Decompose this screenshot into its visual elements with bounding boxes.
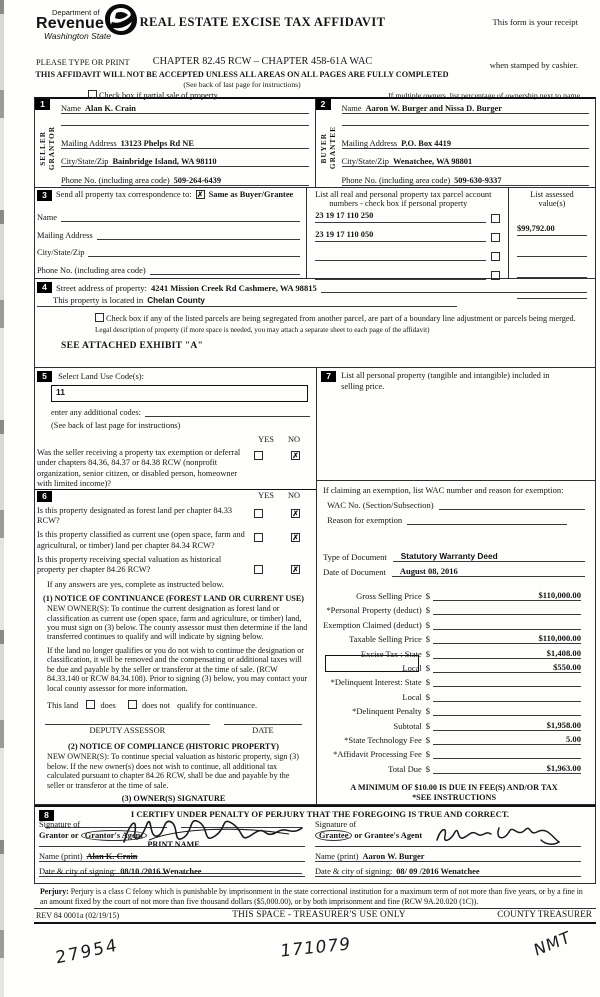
fee-value: $550.00 — [433, 662, 581, 673]
same-as-label: Same as Buyer/Grantee — [208, 190, 294, 199]
located-in-label: This property is located in — [53, 295, 144, 305]
buyer-city-row: City/State/Zip Wenatchee, WA 98801 — [342, 153, 590, 167]
grantor-signature — [119, 814, 309, 848]
grantor-date-row: Date & city of signing: 08/10 /2016 Wenatchee — [39, 862, 305, 877]
correspondence-section — [34, 188, 596, 279]
type-or-print-note: PLEASE TYPE OR PRINT — [36, 58, 130, 67]
land-use-code-field: 11 — [51, 385, 308, 402]
assessed-column — [509, 188, 595, 278]
segregated-label: Check box if any of the listed parcels are being segregated from another parcel, are part of a boundary line adjustment or parcels being merged. — [106, 314, 576, 323]
footer-row — [34, 909, 596, 924]
corr-name-row: Name — [37, 211, 300, 222]
forest-no-checkbox: ✗ — [292, 509, 299, 518]
receipt-note: This form is your receipt — [492, 17, 578, 27]
buyer-phone-row: Phone No. (including area code) 509-630-9337 — [342, 172, 590, 186]
buyer-address-row: Mailing Address P.O. Box 4419 — [342, 135, 590, 149]
historic-question-row: Is this property receiving special valuation as historical property per chapter 84.26 RCW? ✗ — [37, 554, 299, 574]
perjury-statement: Perjury: Perjury is a class C felony which is punishable by imprisonment in the state correctional institution for a maximum term of not more than five years, or by a fine in an amount fixed by the court of not more than five thousand dollars ($5,000.00), or by both imprisonment and fine (RCW 9A.20.020 (1C)). — [34, 886, 596, 909]
grantee-date-row: Date & city of signing: 08/ 09 /2016 Wenatchee — [315, 862, 581, 877]
does-checkbox — [86, 700, 95, 709]
assessed-header: List assessed value(s) — [530, 190, 574, 208]
see-back-note: (See back of last page for instructions) — [183, 80, 301, 89]
grantee-signature — [433, 818, 563, 848]
seller-city-value: Bainbridge Island, WA 98110 — [112, 157, 217, 166]
handwritten-initials: NMT — [532, 927, 573, 961]
notice1-paragraph1: NEW OWNER(S): To continue the current designation as forest land or classification as current use (open space, farm and agriculture, or timber) land, you must sign on (3) below. The county assessor must then determine if the land transferred continues to qualify and will indicate by signing below. — [47, 604, 308, 642]
fee-row-processing-fee: *Affidavit Processing Fee $ — [323, 745, 585, 759]
same-as-checkbox: ✗ — [196, 190, 204, 199]
section4-number: 4 — [37, 282, 52, 293]
seller-name-value: Alan K. Crain — [85, 104, 136, 113]
deferral-no-checkbox: ✗ — [292, 451, 299, 460]
exhibit-note: SEE ATTACHED EXHIBIT "A" — [61, 341, 204, 351]
parcel-number — [315, 268, 486, 280]
parcel-header-line1: List all real and personal property tax parcel account — [315, 190, 492, 199]
fee-value: $110,000.00 — [433, 633, 581, 644]
parcel-row — [315, 268, 500, 280]
certify-statement: I CERTIFY UNDER PENALTY OF PERJURY THAT THE FOREGOING IS TRUE AND CORRECT. — [130, 809, 510, 819]
fee-value: $1,958.00 — [433, 720, 581, 731]
fee-row-taxable: Taxable Selling Price $ $110,000.00 — [349, 633, 581, 645]
fee-row-tech-fee: *State Technology Fee $ 5.00 — [344, 733, 581, 745]
assessed-value — [517, 266, 587, 278]
grantor-name-value: Alan K. Crain — [86, 852, 138, 861]
certification-section — [34, 805, 596, 884]
parcel-number: 23 19 17 110 250 — [315, 211, 486, 223]
reason-row: Reason for exemption — [323, 514, 585, 525]
forest-land-question-row: Is this property designated as forest land per chapter 84.33 RCW? ✗ — [37, 506, 299, 526]
personal-property-label-1: List all personal property (tangible and intangible) included in — [341, 371, 550, 380]
yes-no-header-2: YES NO — [258, 491, 301, 500]
form-title: REAL ESTATE EXCISE TAX AFFIDAVIT — [139, 15, 386, 29]
parcel-header-line2: numbers - check box if personal property — [329, 199, 468, 208]
current-use-no-checkbox: ✗ — [292, 533, 299, 543]
current-use-question-row: Is this property classified as current use (open space, farm and agricultural, or timber) land per chapter 84.34 RCW? ✗ — [37, 530, 299, 550]
section7-number: 7 — [321, 371, 336, 382]
fee-row-penalty: *Delinquent Penalty $ — [323, 702, 585, 716]
does-not-checkbox — [128, 700, 137, 709]
fee-table — [323, 587, 585, 774]
treasurer-stamp-box — [325, 655, 419, 672]
buyer-address-value: P.O. Box 4419 — [401, 139, 452, 148]
parcel-row — [315, 230, 500, 242]
if-any-note: If any answers are yes, complete as instructed below. — [47, 580, 224, 590]
section6-number: 6 — [37, 491, 52, 502]
grantee-date-value: 08/ 09 /2016 Wenatchee — [396, 867, 480, 876]
fee-row-gross: Gross Selling Price $ $110,000.00 — [356, 590, 581, 601]
fee-value: $1,408.00 — [433, 648, 581, 659]
deputy-assessor-label: DEPUTY ASSESSOR — [45, 724, 210, 735]
fee-row-exemption: Exemption Claimed (deduct) $ — [323, 615, 585, 629]
buyer-name-row: Name Aaron W. Burger and Nissa D. Burger — [342, 100, 590, 114]
grantee-name-row: Name (print) Aaron W. Burger — [315, 847, 581, 862]
parcel4-personal-checkbox — [491, 271, 500, 280]
notice1-title: (1) NOTICE OF CONTINUANCE (FOREST LAND OR CURRENT USE) — [43, 594, 305, 604]
right-column — [317, 368, 595, 804]
seller-name-row: Name Alan K. Crain — [61, 100, 309, 114]
parcel2-personal-checkbox — [491, 233, 500, 242]
yes-no-header: YES NO — [258, 435, 301, 444]
buyer-phone-value: 509-630-9337 — [454, 176, 502, 185]
parcel1-personal-checkbox — [491, 214, 500, 223]
fee-row-excise-state: Excise Tax : State $ $1,408.00 — [360, 647, 581, 659]
buyer-side-label: BUYER GRANTEE — [318, 126, 337, 170]
seller-phone-row: Phone No. (including area code) 509-264-6439 — [61, 172, 309, 186]
owners-signature-label: (3) OWNER(S) SIGNATURE — [121, 794, 226, 804]
chapter-reference: CHAPTER 82.45 RCW – CHAPTER 458-61A WAC — [152, 56, 373, 67]
parcel-column — [307, 188, 509, 278]
segregated-checkbox — [95, 313, 104, 322]
street-address-value: 4241 Mission Creek Rd Cashmere, WA 98815 — [150, 283, 317, 293]
fee-row-delinquent-local: Local $ — [323, 687, 585, 701]
completion-warning: THIS AFFIDAVIT WILL NOT BE ACCEPTED UNLESS ALL AREAS ON ALL PAGES ARE FULLY COMPLETED — [35, 70, 449, 79]
assessor-signature-row — [45, 724, 302, 735]
scan-edge-artifact — [0, 0, 4, 997]
personal-property-label-2: selling price. — [341, 382, 385, 391]
corr-city-row: City/State/Zip — [37, 246, 300, 257]
grantee-name-value: Aaron W. Burger — [362, 852, 425, 861]
deferral-question: Was the seller receiving a property tax exemption or deferral under chapters 84.36, 84.37 or 84.38 RCW (nonprofit organization, senior citizen, or disabled person, homeowner with limited income)? — [37, 448, 241, 488]
seller-box — [35, 99, 315, 187]
street-address-label: Street address of property: — [56, 283, 147, 293]
grantee-signature-block: Signature of Grantee or Grantee's Agent Name (print) Aaron W. Burger Date & city of signing: 08/ 09 /2016 Wenatchee — [313, 820, 589, 877]
section5-number: 5 — [37, 371, 52, 382]
seller-extra-line — [61, 114, 309, 126]
handwritten-number-center: 171079 — [279, 934, 352, 963]
qualify-row: This land does does not qualify for continuance. — [47, 701, 258, 711]
correspondence-label: Send all property tax correspondence to: — [56, 190, 192, 199]
fee-row-subtotal: Subtotal $ $1,958.00 — [393, 719, 581, 731]
notice2-paragraph: NEW OWNER(S): To continue special valuation as historic property, sign (3) below. If the new owner(s) does not wish to continue, all additional tax calculated pursuant to chapter 84.26 RCW, shall be due and payable by the seller or transferor at the time of sale. — [47, 752, 299, 790]
legal-description-note: Legal description of property (if more space is needed, you may attach a separate sheet to each page of the affidavit) — [95, 326, 430, 334]
see-back-note-2: (See back of last page for instructions) — [51, 421, 181, 430]
logo-line1: Department of — [52, 8, 100, 17]
fee-row-delinquent-state: *Delinquent Interest: State $ — [323, 673, 585, 687]
current-use-yes-checkbox — [254, 533, 263, 542]
form-revision-number: REV 84 0001a (02/19/15) — [36, 910, 120, 920]
property-address-section — [34, 279, 596, 368]
treasurer-space-label: THIS SPACE - TREASURER'S USE ONLY — [232, 910, 406, 921]
logo-line2: Revenue — [36, 15, 105, 32]
wac-row: WAC No. (Section/Subsection) — [323, 499, 585, 510]
grantor-name-row: Name (print) Alan K. Crain — [39, 847, 305, 862]
handwritten-number-left: 27954 — [54, 935, 120, 970]
grantor-signature-block: Signature of Grantor or Grantor's Agent Name (print) Alan K. Crain Date & city of signing: 08/10 /2016 Wenatchee — [37, 820, 313, 877]
parcel-number — [315, 249, 486, 261]
deferral-yes-checkbox — [254, 451, 263, 460]
doc-type-value: Statutory Warranty Deed — [393, 551, 585, 562]
corr-phone-row: Phone No. (including area code) — [37, 264, 300, 275]
assessed-value — [517, 245, 587, 257]
logo-line3: Washington State — [44, 31, 111, 41]
stamped-note: when stamped by cashier. — [489, 60, 578, 70]
assessed-value — [517, 287, 587, 299]
county-value: Chelan County — [147, 296, 205, 305]
minimum-fee-note: A MINIMUM OF $10.00 IS DUE IN FEE(S) AND/OR TAX *SEE INSTRUCTIONS — [350, 782, 558, 803]
personal-property-section — [317, 368, 595, 481]
land-use-section — [35, 368, 316, 490]
doc-date-row: Date of Document August 08, 2016 — [323, 566, 585, 577]
parcel3-personal-checkbox — [491, 252, 500, 261]
section1-number: 1 — [35, 99, 50, 110]
section8-number: 8 — [39, 810, 54, 821]
seller-phone-value: 509-264-6439 — [173, 176, 222, 185]
deferral-question-row — [37, 448, 310, 489]
print-name-label: PRINT NAME — [147, 840, 200, 850]
doc-type-row: Type of Document Statutory Warranty Deed — [323, 551, 585, 562]
partial-sale-checkbox — [88, 90, 97, 99]
additional-codes-row: enter any additional codes: — [51, 406, 310, 417]
fee-row-personal: *Personal Property (deduct) $ — [323, 601, 585, 615]
historic-yes-checkbox — [254, 565, 263, 574]
county-treasurer-label: COUNTY TREASURER — [497, 910, 592, 921]
assessed-value: $99,792.00 — [517, 224, 587, 236]
section3-number: 3 — [37, 190, 52, 201]
fee-value: 5.00 — [433, 734, 581, 745]
section2-number: 2 — [316, 99, 331, 110]
correspondence-column — [35, 188, 307, 278]
buyer-name-value: Aaron W. Burger and Nissa D. Burger — [365, 104, 502, 113]
forest-yes-checkbox — [254, 509, 263, 518]
land-use-label: Select Land Use Code(s): — [58, 372, 144, 381]
multiple-owners-note: If multiple owners, list percentage of ownership next to name. — [388, 91, 582, 100]
seller-city-row: City/State/Zip Bainbridge Island, WA 98110 — [61, 153, 309, 167]
partial-sale-label: Check box if partial sale of property — [99, 91, 218, 100]
fee-value: $110,000.00 — [433, 590, 581, 601]
doc-date-value: August 08, 2016 — [392, 566, 585, 577]
notice1-paragraph2: If the land no longer qualifies or you do not wish to continue the designation or classification, it will be removed and the compensating or additional taxes will be due and payable by the seller or transferor at the time of sale. (RCW 84.33.140 or RCW 84.34.108). Prior to signing (3) below, you may contact your local county assessor for more information. — [47, 645, 308, 693]
buyer-city-value: Wenatchee, WA 98801 — [392, 157, 473, 166]
parcel-row — [315, 211, 500, 223]
notice2-title: (2) NOTICE OF COMPLIANCE (HISTORIC PROPERTY) — [68, 742, 280, 752]
parcel-number: 23 19 17 110 050 — [315, 230, 486, 242]
buyer-extra-line — [342, 114, 590, 126]
corr-address-row: Mailing Address — [37, 229, 300, 240]
exemption-block — [317, 481, 595, 804]
parcel-row — [315, 249, 500, 261]
fee-row-total: Total Due $ $1,963.00 — [388, 762, 581, 774]
fee-value: $1,963.00 — [433, 763, 581, 774]
seller-address-row: Mailing Address 13123 Phelps Rd NE — [61, 135, 309, 149]
header — [0, 0, 600, 100]
historic-no-checkbox: ✗ — [292, 564, 299, 574]
seller-side-label: SELLER GRANTOR — [38, 125, 56, 171]
treasurer-stamps — [0, 924, 600, 997]
seller-address-value: 13123 Phelps Rd NE — [120, 139, 194, 148]
buyer-box — [315, 99, 596, 187]
fee-row-local: Local $ $550.00 — [323, 659, 585, 673]
exemption-header: If claiming an exemption, list WAC number and reason for exemption: — [323, 484, 564, 495]
segregated-row — [95, 313, 587, 323]
date-label: DATE — [224, 724, 302, 735]
grantor-date-value: 08/10 /2016 Wenatchee — [120, 867, 202, 876]
seller-buyer-section — [34, 97, 596, 188]
